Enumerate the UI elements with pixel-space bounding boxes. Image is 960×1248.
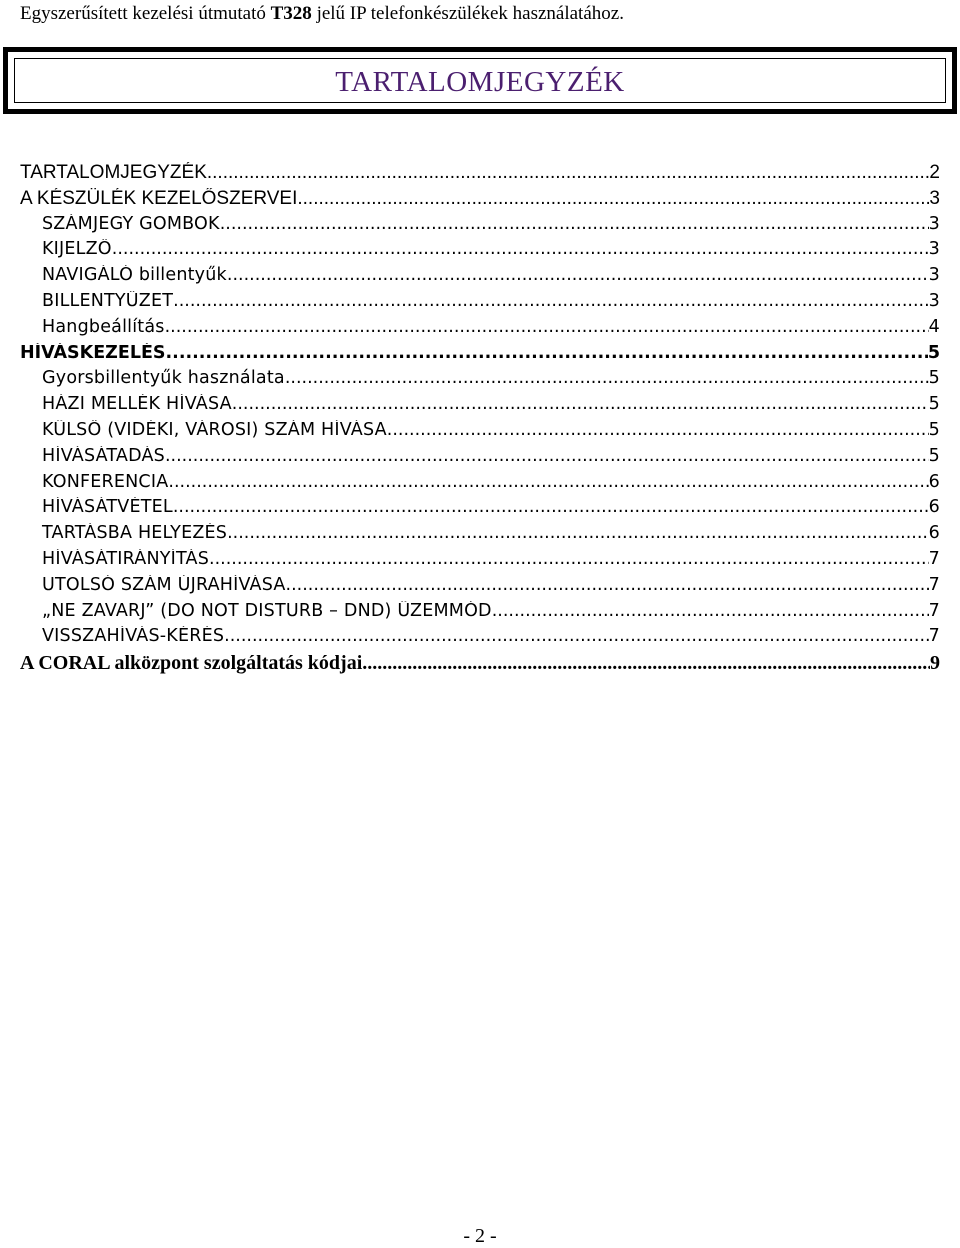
toc-entry-label: SZÁMJEGY GOMBOK: [42, 213, 220, 234]
toc-entry[interactable]: [20, 368, 940, 394]
toc-entry-page: 3: [928, 290, 940, 311]
title-box: [3, 47, 957, 114]
toc-entry-page: 5: [928, 394, 940, 415]
toc-entry-label: VISSZAHÍVÁS-KÉRÉS: [42, 626, 225, 647]
toc-entry[interactable]: [20, 420, 940, 446]
toc-entry-page: 3: [928, 239, 940, 260]
toc-dot-leader: [220, 214, 929, 234]
toc-entry[interactable]: [20, 575, 940, 601]
toc-entry-label: HÍVÁSÁTVÉTEL: [42, 497, 173, 518]
toc-dot-leader: [492, 601, 929, 621]
toc-dot-leader: [209, 549, 929, 569]
toc-dot-leader: [285, 368, 929, 388]
toc-entry[interactable]: [20, 472, 940, 498]
toc-entry-page: 5: [928, 419, 940, 440]
toc-entry[interactable]: [20, 652, 940, 678]
header-suffix: jelű IP telefonkészülékek használatához.: [316, 3, 624, 24]
page-number: - 2 -: [463, 1225, 497, 1247]
toc-dot-leader: [362, 652, 930, 675]
toc-entry-page: 6: [928, 471, 940, 492]
toc-entry-label: A CORAL alközpont szolgáltatás kódjai: [20, 652, 363, 675]
toc-dot-leader: [166, 343, 928, 363]
toc-entry-label: BILLENTYŰZET: [42, 290, 174, 311]
toc-entry[interactable]: [20, 626, 940, 652]
toc-entry-page: 5: [927, 342, 940, 363]
toc-dot-leader: [165, 317, 929, 337]
table-of-contents: [20, 162, 940, 678]
document-header: [20, 2, 940, 26]
toc-dot-leader: [173, 291, 929, 311]
toc-dot-leader: [165, 446, 929, 466]
toc-entry[interactable]: [20, 162, 940, 188]
toc-entry-page: 7: [928, 600, 940, 621]
toc-entry-page: 6: [928, 523, 940, 544]
toc-dot-leader: [297, 188, 929, 210]
toc-entry[interactable]: [20, 446, 940, 472]
toc-entry-page: 7: [928, 574, 940, 595]
page-title: TARTALOMJEGYZÉK: [335, 66, 625, 98]
toc-entry[interactable]: [20, 291, 940, 317]
toc-entry-page: 7: [928, 548, 940, 569]
toc-dot-leader: [232, 394, 929, 414]
toc-entry[interactable]: [20, 239, 940, 265]
header-model: T328: [270, 3, 312, 24]
toc-entry[interactable]: [20, 317, 940, 343]
toc-entry-label: KÜLSŐ (VIDÉKI, VÁROSI) SZÁM HÍVÁSA: [42, 419, 387, 440]
toc-entry-label: HÍVÁSKEZELÉS: [20, 342, 166, 363]
toc-entry-label: NAVIGÁLÓ billentyűk: [42, 265, 227, 286]
toc-dot-leader: [207, 162, 930, 184]
toc-dot-leader: [227, 265, 929, 285]
toc-entry[interactable]: [20, 188, 940, 214]
toc-entry[interactable]: [20, 523, 940, 549]
toc-entry-label: HÍVÁSÁTADÁS: [42, 445, 165, 466]
toc-entry-page: 3: [929, 187, 940, 209]
toc-entry-label: A KÉSZÜLÉK KEZELŐSZERVEI: [20, 187, 298, 209]
toc-entry[interactable]: [20, 497, 940, 523]
toc-entry-page: 7: [928, 626, 940, 647]
toc-entry-label: KIJELZŐ: [42, 239, 112, 260]
toc-entry-label: Hangbeállítás: [42, 316, 165, 337]
toc-entry-page: 2: [929, 162, 940, 183]
toc-entry-label: HÁZI MELLÉK HÍVÁSA: [42, 394, 232, 415]
toc-entry[interactable]: [20, 265, 940, 291]
toc-entry-label: TARTÁSBA HELYEZÉS: [42, 523, 228, 544]
toc-entry-label: „NE ZAVARJ” (DO NOT DISTURB – DND) ÜZEMMÓD: [42, 600, 492, 621]
toc-entry-page: 9: [930, 652, 940, 675]
toc-dot-leader: [227, 523, 929, 543]
toc-entry-label: UTOLSÓ SZÁM ÚJRAHÍVÁSA: [42, 574, 286, 595]
toc-dot-leader: [387, 420, 929, 440]
toc-entry-page: 4: [928, 316, 940, 337]
toc-entry[interactable]: [20, 394, 940, 420]
toc-entry-page: 3: [928, 265, 940, 286]
toc-entry-label: HÍVÁSÁTIRÁNYÍTÁS: [42, 548, 210, 569]
toc-dot-leader: [173, 497, 929, 517]
toc-entry[interactable]: [20, 601, 940, 627]
toc-entry-page: 5: [928, 368, 940, 389]
toc-entry[interactable]: [20, 214, 940, 240]
toc-dot-leader: [224, 626, 929, 646]
toc-dot-leader: [168, 472, 928, 492]
toc-entry-label: Gyorsbillentyűk használata: [42, 368, 285, 389]
toc-entry-page: 5: [928, 445, 940, 466]
toc-entry-label: TARTALOMJEGYZÉK: [20, 162, 207, 183]
toc-entry-label: KONFERENCIA: [42, 471, 169, 492]
header-prefix: Egyszerűsített kezelési útmutató: [20, 3, 266, 24]
toc-entry[interactable]: [20, 343, 940, 369]
toc-entry-page: 6: [928, 497, 940, 518]
toc-entry-page: 3: [928, 213, 940, 234]
toc-dot-leader: [286, 575, 929, 595]
toc-dot-leader: [112, 239, 929, 259]
toc-entry[interactable]: [20, 549, 940, 575]
